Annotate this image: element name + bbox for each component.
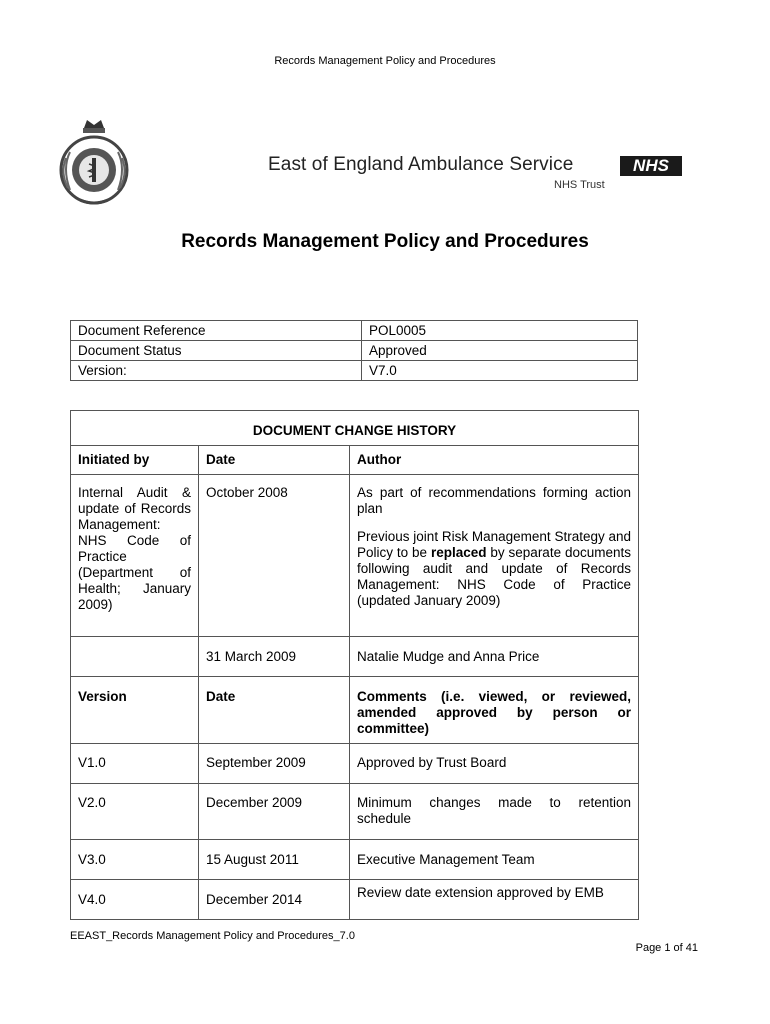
document-info-table [70,320,638,381]
author-paragraph: As part of recommendations forming action plan [357,485,632,516]
document-title: Records Management Policy and Procedures [181,231,589,252]
author-cell [350,475,639,637]
version-cell: V2.0 [71,784,199,840]
info-value: V7.0 [362,361,638,381]
table-row [71,784,639,840]
date-cell: 15 August 2011 [199,840,350,880]
author-paragraph [357,529,631,609]
change-history-table [70,410,639,920]
date-cell: September 2009 [199,744,350,784]
date-cell: October 2008 [199,475,350,637]
table-row [71,411,639,446]
info-value: Approved [362,341,638,361]
info-label: Version: [71,361,362,381]
page-number: Page 1 of 41 [635,942,698,954]
version-cell: V3.0 [71,840,199,880]
author-cell: Natalie Mudge and Anna Price [350,637,639,677]
text-run-bold: replaced [430,545,487,560]
text-run: Previous joint Risk Management Strategy and Policy to be [357,529,632,560]
table-row [71,637,639,677]
table-row [71,321,638,341]
column-header: Comments (i.e. viewed, or reviewed, amended approved by person or committee) [350,677,639,744]
column-header: Author [350,446,639,475]
table-row [71,880,639,920]
table-row [71,840,639,880]
table-row [71,744,639,784]
info-value: POL0005 [362,321,638,341]
comment-cell: Minimum changes made to retention schedule [350,784,639,840]
date-cell: 31 March 2009 [199,637,350,677]
comment-cell: Executive Management Team [350,840,639,880]
organisation-branding [268,154,688,194]
table-row [71,361,638,381]
change-history-title: DOCUMENT CHANGE HISTORY [71,411,639,446]
date-cell: December 2009 [199,784,350,840]
table-header-row [71,677,639,744]
column-header: Initiated by [71,446,199,475]
initiated-by-cell [71,637,199,677]
organisation-subtitle: NHS Trust [554,179,605,191]
column-header: Date [199,677,350,744]
table-row [71,475,639,637]
comment-cell: Approved by Trust Board [350,744,639,784]
date-cell: December 2014 [199,880,350,920]
comment-cell: Review date extension approved by EMB [350,880,639,920]
column-header: Version [71,677,199,744]
version-cell: V1.0 [71,744,199,784]
info-label: Document Status [71,341,362,361]
organisation-name: East of England Ambulance Service [268,154,574,175]
version-cell: V4.0 [71,880,199,920]
running-header: Records Management Policy and Procedures [274,55,496,67]
column-header: Date [199,446,350,475]
info-label: Document Reference [71,321,362,341]
table-header-row [71,446,639,475]
table-row [71,341,638,361]
nhs-logo: NHS [620,156,682,176]
text-run: by separate documents following audit and update of Records Management: NHS Code of Practice (updated January 2009) [357,545,632,608]
ambulance-crest-logo [56,118,132,206]
initiated-by-cell: Internal Audit & update of Records Management: NHS Code of Practice (Department of Health; January 2009) [71,475,199,637]
footer-filename: EEAST_Records Management Policy and Procedures_7.0 [70,930,355,942]
